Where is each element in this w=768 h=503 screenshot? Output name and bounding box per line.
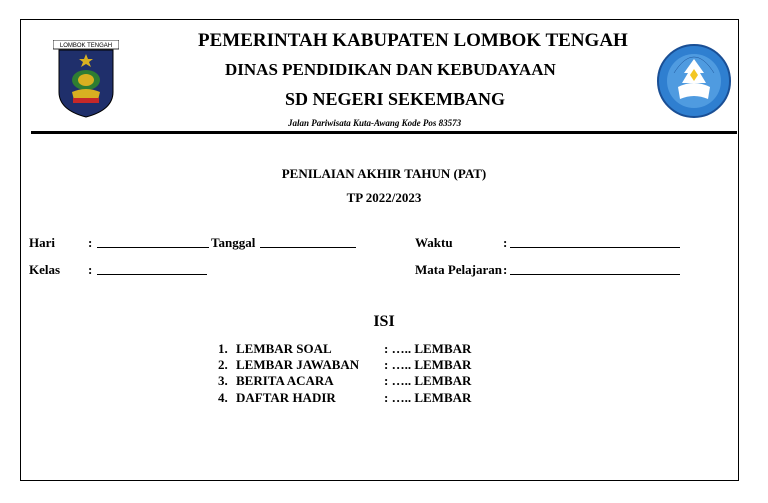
hari-label: Hari <box>29 235 55 250</box>
isi-item-value: : ….. LEMBAR <box>384 390 472 405</box>
header-divider <box>31 131 737 134</box>
isi-item-value: : ….. LEMBAR <box>384 357 472 372</box>
isi-item-value: : ….. LEMBAR <box>384 373 472 388</box>
mapel-colon: : <box>503 262 508 277</box>
waktu-label: Waktu <box>415 235 453 250</box>
kelas-blank <box>97 263 207 275</box>
hari-blank <box>97 236 209 248</box>
isi-item-value: : ….. LEMBAR <box>384 341 472 356</box>
header-line-3: SD NEGERI SEKEMBANG <box>285 89 506 109</box>
tanggal-label: Tanggal <box>211 235 256 250</box>
kelas-label: Kelas <box>29 262 61 277</box>
waktu-colon: : <box>503 235 508 250</box>
isi-item-label: BERITA ACARA <box>236 373 334 388</box>
isi-item-number: 4. <box>218 390 228 405</box>
header-address: Jalan Pariwisata Kuta-Awang Kode Pos 83573 <box>288 118 462 128</box>
isi-item-number: 1. <box>218 341 228 356</box>
hari-colon: : <box>88 235 93 250</box>
isi-item-label: LEMBAR JAWABAN <box>236 357 360 372</box>
exam-title: PENILAIAN AKHIR TAHUN (PAT) <box>281 166 487 181</box>
header-line-2: DINAS PENDIDIKAN DAN KEBUDAYAAN <box>225 60 556 79</box>
kelas-colon: : <box>88 262 93 277</box>
emblem-caption: LOMBOK TENGAH <box>59 42 113 49</box>
isi-item-label: DAFTAR HADIR <box>236 390 336 405</box>
mapel-blank <box>510 263 680 275</box>
isi-item-number: 2. <box>218 357 228 372</box>
exam-year: TP 2022/2023 <box>346 190 422 205</box>
lombok-tengah-emblem-icon <box>53 40 119 118</box>
isi-item-label: LEMBAR SOAL <box>236 341 332 356</box>
mapel-label: Mata Pelajaran <box>415 262 503 277</box>
tanggal-blank <box>260 236 356 248</box>
waktu-blank <box>510 236 680 248</box>
tut-wuri-handayani-icon <box>656 43 732 119</box>
isi-item-number: 3. <box>218 373 228 388</box>
isi-heading: ISI <box>373 313 395 330</box>
header-line-1: PEMERINTAH KABUPATEN LOMBOK TENGAH <box>198 30 628 51</box>
